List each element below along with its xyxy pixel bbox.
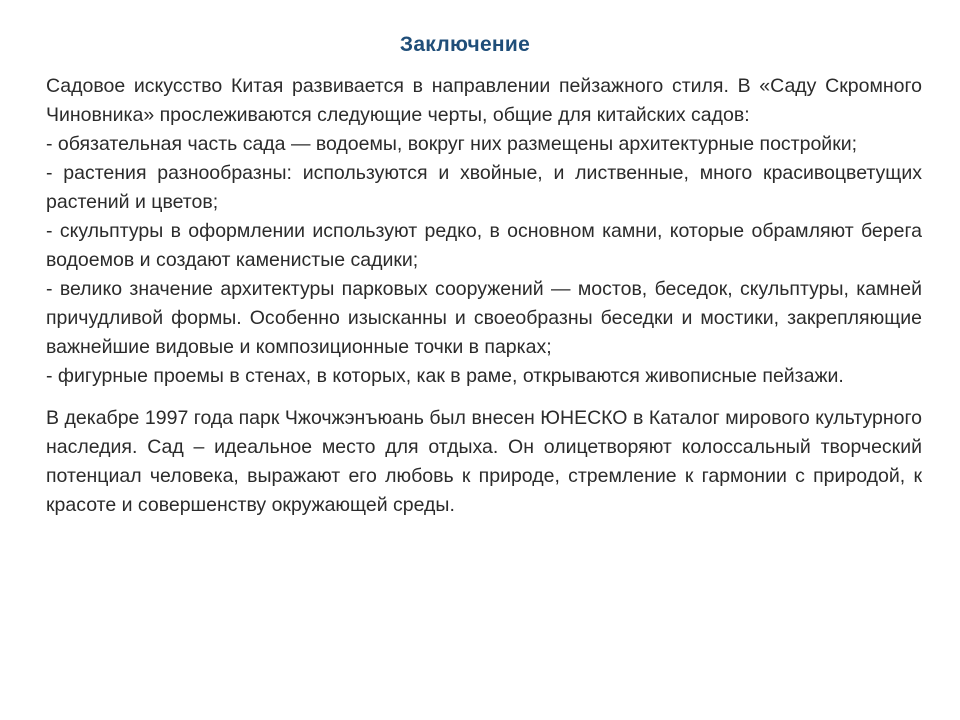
closing-paragraph: В декабре 1997 года парк Чжочжэнъюань был внесен ЮНЕСКО в Каталог мирового культурного наследия. Сад – идеальное место для отдыха. Он олицетворяют колоссальный творческий потенциал человека, выражают его любовь к природе, стремление к гармонии с природой, к красоте и совершенству окружающей среды. (46, 407, 922, 516)
bullet-item: - растения разнообразны: используются и хвойные, и лиственные, много красивоцветущих растений и цветов; (46, 162, 922, 213)
slide-body (46, 72, 922, 520)
bullet-item: - обязательная часть сада — водоемы, вокруг них размещены архитектурные постройки; (46, 133, 858, 155)
bullet-item: - велико значение архитектуры парковых сооружений — мостов, беседок, скульптуры, камней причудливой формы. Особенно изысканны и своеобразны беседки и мостики, закрепляющие важнейшие видовые и композиционные точки в парках; (46, 278, 922, 358)
bullet-item: - скульптуры в оформлении используют редко, в основном камни, которые обрамляют берега водоемов и создают каменистые садики; (46, 220, 922, 271)
bullet-item: - фигурные проемы в стенах, в которых, как в раме, открываются живописные пейзажи. (46, 365, 844, 387)
slide-title: Заключение (399, 33, 531, 56)
intro-paragraph: Садовое искусство Китая развивается в направлении пейзажного стиля. В «Саду Скромного Чиновника» прослеживаются следующие черты, общие для китайских садов: (46, 75, 922, 126)
